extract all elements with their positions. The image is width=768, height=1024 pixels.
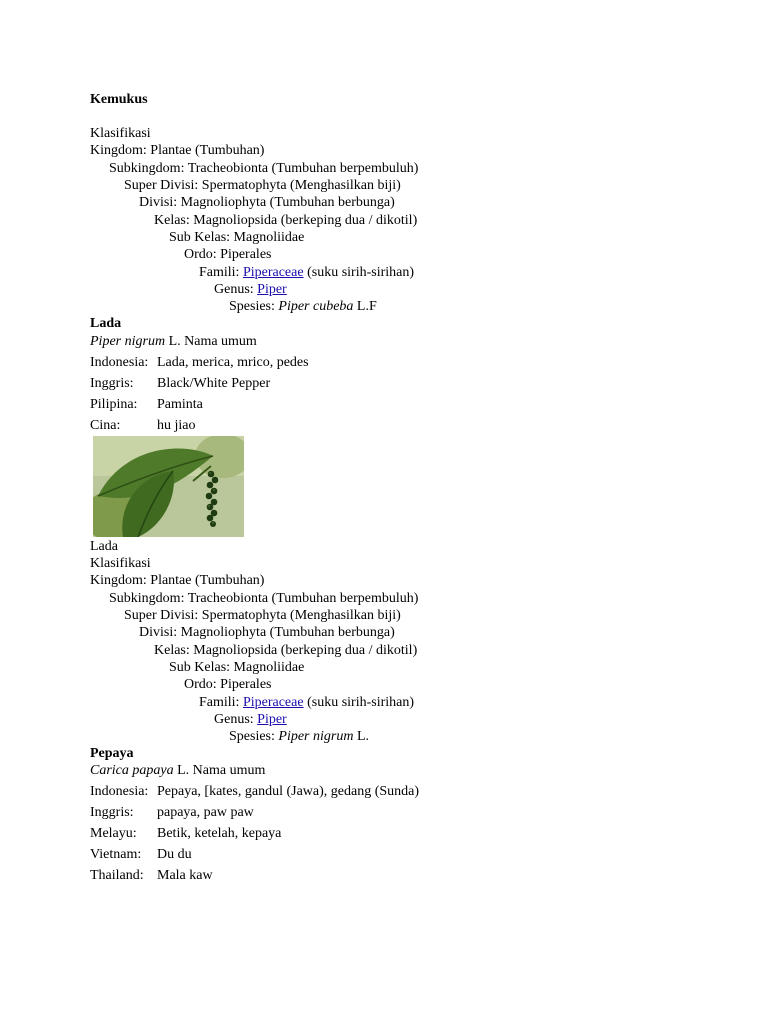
subkingdom-line: Subkingdom: Tracheobionta (Tumbuhan berpembuluh) bbox=[109, 591, 419, 606]
spesies-suffix: L.F bbox=[353, 299, 377, 314]
sub-kelas-line: Sub Kelas: Magnoliidae bbox=[169, 230, 305, 245]
piper-link[interactable]: Piper bbox=[257, 712, 287, 727]
spesies-line bbox=[229, 728, 369, 745]
name-value: Paminta bbox=[157, 397, 203, 412]
name-value: Lada, merica, mrico, pedes bbox=[157, 355, 309, 370]
name-label: Pilipina: bbox=[90, 397, 138, 412]
name-label: Indonesia: bbox=[90, 355, 149, 370]
genus-line bbox=[214, 281, 287, 298]
klasifikasi-heading: Klasifikasi bbox=[90, 556, 151, 571]
name-label: Cina: bbox=[90, 418, 121, 433]
name-value: Black/White Pepper bbox=[157, 376, 271, 391]
subkingdom-line: Subkingdom: Tracheobionta (Tumbuhan berpembuluh) bbox=[109, 161, 419, 176]
sub-kelas-line: Sub Kelas: Magnoliidae bbox=[169, 660, 305, 675]
name-value: Betik, ketelah, kepaya bbox=[157, 826, 282, 841]
divisi-line: Divisi: Magnoliophyta (Tumbuhan berbunga) bbox=[139, 195, 395, 210]
famili-line bbox=[199, 694, 414, 711]
pepper-plant-photo bbox=[93, 436, 244, 537]
piper-link[interactable]: Piper bbox=[257, 282, 287, 297]
famili-suffix: (suku sirih-sirihan) bbox=[303, 265, 415, 280]
kingdom-line: Kingdom: Plantae (Tumbuhan) bbox=[90, 143, 265, 158]
kingdom-line: Kingdom: Plantae (Tumbuhan) bbox=[90, 573, 265, 588]
famili-suffix: (suku sirih-sirihan) bbox=[303, 695, 415, 710]
divisi-line: Divisi: Magnoliophyta (Tumbuhan berbunga) bbox=[139, 625, 395, 640]
piperaceae-link[interactable]: Piperaceae bbox=[242, 265, 304, 280]
pepaya-latin-italic: Carica papaya bbox=[90, 763, 174, 778]
famili-prefix: Famili: bbox=[199, 265, 243, 280]
spesies-name: Piper cubeba bbox=[278, 299, 354, 314]
kelas-line: Kelas: Magnoliopsida (berkeping dua / dikotil) bbox=[154, 213, 418, 228]
name-label: Inggris: bbox=[90, 376, 134, 391]
lada-latin-suffix: L. Nama umum bbox=[165, 334, 257, 349]
genus-prefix: Genus: bbox=[214, 282, 258, 297]
klasifikasi-heading: Klasifikasi bbox=[90, 126, 151, 141]
lada-latin-italic: Piper nigrum bbox=[90, 334, 166, 349]
famili-line bbox=[199, 264, 414, 281]
spesies-name: Piper nigrum bbox=[278, 729, 354, 744]
name-value: hu jiao bbox=[157, 418, 196, 433]
photo-caption: Lada bbox=[90, 539, 118, 554]
name-value: Mala kaw bbox=[157, 868, 213, 883]
section-title-kemukus: Kemukus bbox=[90, 92, 148, 107]
super-divisi-line: Super Divisi: Spermatophyta (Menghasilkan biji) bbox=[124, 178, 401, 193]
name-value: Pepaya, [kates, gandul (Jawa), gedang (Sunda) bbox=[157, 784, 420, 799]
genus-line bbox=[214, 711, 287, 728]
spesies-line bbox=[229, 298, 377, 315]
spesies-prefix: Spesies: bbox=[229, 299, 279, 314]
pepaya-latin-name bbox=[90, 762, 265, 779]
kelas-line: Kelas: Magnoliopsida (berkeping dua / dikotil) bbox=[154, 643, 418, 658]
piperaceae-link[interactable]: Piperaceae bbox=[242, 695, 304, 710]
section-title-lada: Lada bbox=[90, 316, 122, 331]
super-divisi-line: Super Divisi: Spermatophyta (Menghasilkan biji) bbox=[124, 608, 401, 623]
name-label: Inggris: bbox=[90, 805, 134, 820]
ordo-line: Ordo: Piperales bbox=[184, 677, 272, 692]
section-title-pepaya: Pepaya bbox=[90, 746, 134, 761]
name-label: Indonesia: bbox=[90, 784, 149, 799]
name-label: Thailand: bbox=[90, 868, 144, 883]
name-label: Melayu: bbox=[90, 826, 137, 841]
famili-prefix: Famili: bbox=[199, 695, 243, 710]
lada-latin-name bbox=[90, 333, 257, 350]
ordo-line: Ordo: Piperales bbox=[184, 247, 272, 262]
spesies-suffix: L. bbox=[353, 729, 370, 744]
spesies-prefix: Spesies: bbox=[229, 729, 279, 744]
name-value: Du du bbox=[157, 847, 192, 862]
pepaya-latin-suffix: L. Nama umum bbox=[173, 763, 266, 778]
name-label: Vietnam: bbox=[90, 847, 142, 862]
genus-prefix: Genus: bbox=[214, 712, 258, 727]
name-value: papaya, paw paw bbox=[157, 805, 254, 820]
